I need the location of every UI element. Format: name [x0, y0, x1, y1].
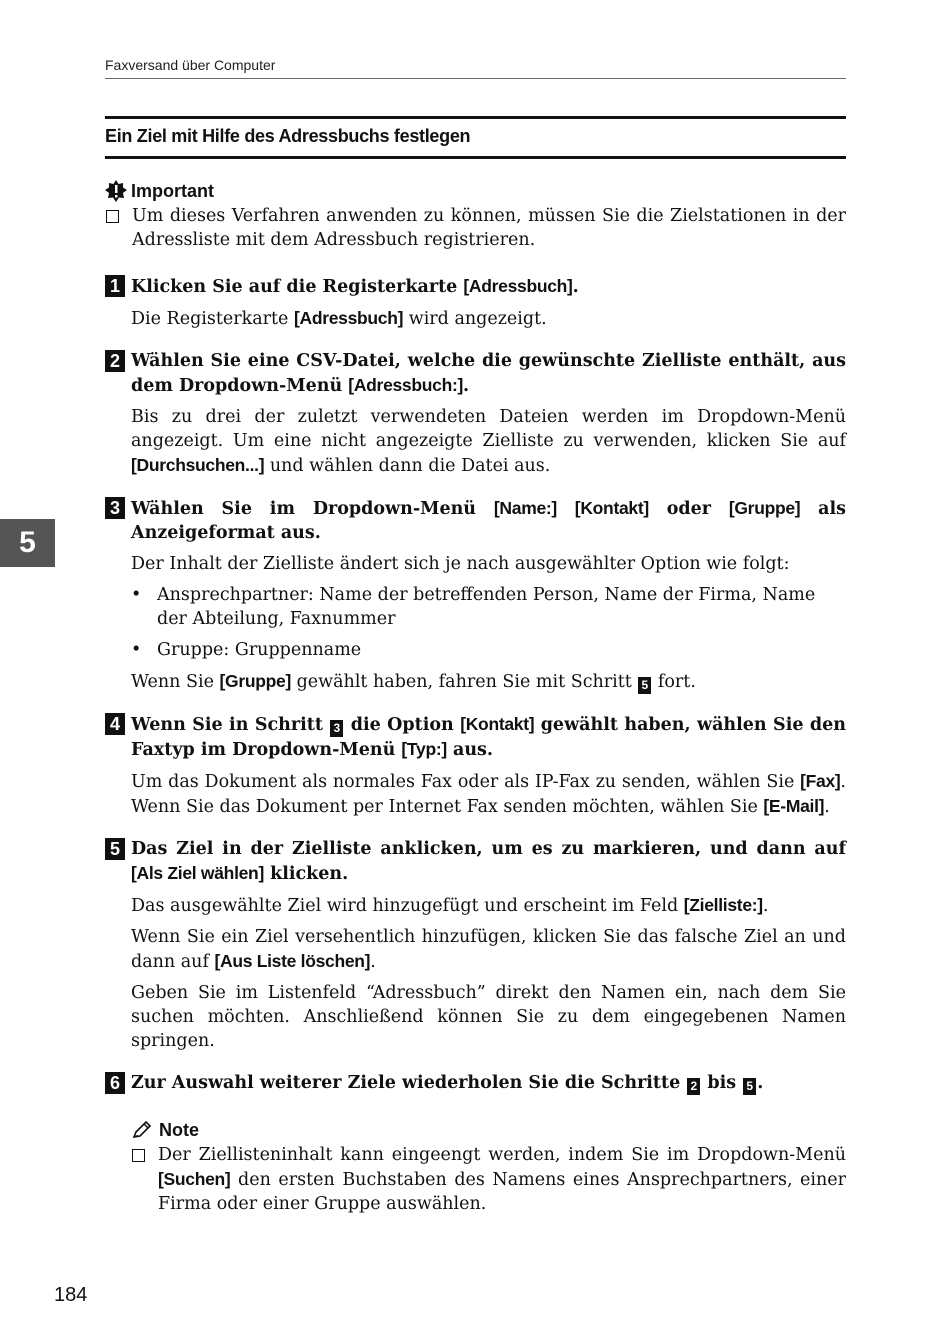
text-run: Wenn Sie — [131, 672, 220, 692]
text-run: . — [572, 277, 579, 297]
text-run: Klicken Sie auf die Registerkarte — [131, 277, 464, 297]
ui-keyword: [Typ:] — [401, 739, 447, 759]
step-1 — [105, 274, 846, 331]
step-title — [131, 349, 846, 398]
important-heading — [105, 178, 846, 204]
ui-keyword: [Durchsuchen...] — [131, 455, 265, 475]
section-rule-bottom — [105, 156, 846, 159]
note-item — [131, 1143, 846, 1216]
content — [105, 178, 846, 1216]
important-block — [105, 178, 846, 252]
page-number: 184 — [54, 1284, 88, 1306]
step-text: Geben Sie im Listenfeld “Adressbuch” direkt den Namen ein, nach dem Sie suchen möchten. Anschließend können Sie zu dem eingegebenen Namen springen. — [131, 983, 846, 1051]
step-text — [131, 669, 846, 694]
ui-keyword: [E-Mail] — [763, 796, 825, 816]
ui-keyword: [Zielliste:] — [683, 895, 763, 915]
step-5 — [105, 837, 846, 1053]
list-item — [131, 638, 846, 662]
checkbox-icon — [106, 210, 119, 223]
text-run: klicken. — [263, 864, 349, 884]
step-ref: 5 — [743, 1078, 756, 1095]
text-run: . — [824, 797, 830, 817]
step-number: 5 — [105, 838, 125, 860]
section-title: Ein Ziel mit Hilfe des Adressbuchs festlegen — [105, 126, 471, 146]
step-title — [131, 837, 846, 886]
chapter-tab: 5 — [0, 519, 55, 567]
ui-keyword: [Name:] — [493, 498, 557, 518]
bullet-icon: • — [131, 640, 142, 660]
step-ref: 3 — [330, 720, 343, 737]
step-ref: 5 — [638, 677, 651, 694]
step-text — [131, 925, 846, 974]
step-number: 6 — [105, 1072, 125, 1094]
text-run: . — [762, 896, 769, 916]
step-title — [131, 496, 846, 545]
text-run: . Wenn Sie das Dokument per Internet Fax senden möchten, wählen Sie — [131, 772, 846, 817]
text-run: Wählen Sie eine CSV-Datei, welche die gewünschte Zielliste enthält, aus dem Dropdown-Menü — [131, 351, 846, 396]
important-icon — [105, 180, 127, 202]
ui-keyword: [Aus Liste löschen] — [214, 951, 371, 971]
list-item — [131, 583, 846, 631]
step-ref: 2 — [687, 1078, 700, 1095]
text-run: . — [463, 376, 470, 396]
step-number: 1 — [105, 275, 125, 297]
text-run: Bis zu drei der zuletzt verwendeten Dateien werden im Dropdown-Menü angezeigt. Um eine nicht angezeigte Zielliste zu verwenden, klicken Sie auf — [131, 407, 846, 451]
text-run: Das Ziel in der Zielliste anklicken, um es zu markieren, und dann auf — [131, 839, 846, 859]
ui-keyword: [Adressbuch:] — [348, 375, 464, 395]
pencil-icon — [131, 1121, 153, 1139]
step-text — [131, 769, 846, 819]
ui-keyword: [Adressbuch] — [463, 276, 573, 296]
note-item-text — [158, 1143, 846, 1216]
text-run: und wählen dann die Datei aus. — [264, 456, 551, 476]
text-run: gewählt haben, wählen Sie den Faxtyp im Dropdown-Menü — [131, 715, 846, 760]
text-run: die Option — [344, 715, 461, 735]
ui-keyword: [Fax] — [800, 771, 841, 791]
step-2 — [105, 349, 846, 478]
list-item-text: Gruppe: Gruppenname — [157, 640, 362, 660]
text-run: Wenn Sie in Schritt — [131, 715, 330, 735]
text-run: gewählt haben, fahren Sie mit Schritt — [291, 672, 638, 692]
step-title — [131, 712, 846, 762]
step-text — [131, 893, 846, 918]
text-run: Der Ziellisteninhalt kann eingeengt werden, indem Sie im Dropdown-Menü — [158, 1145, 846, 1165]
step-4 — [105, 712, 846, 819]
checkbox-icon — [132, 1149, 145, 1162]
step-number: 3 — [105, 497, 125, 519]
text-run: fort. — [652, 672, 696, 692]
important-heading-label: Important — [131, 180, 214, 201]
text-run: . — [370, 952, 376, 972]
section-rule-top — [105, 116, 846, 119]
text-run: Die Registerkarte — [131, 309, 294, 329]
list-item-text: Ansprechpartner: Name der betreffenden Person, Name der Firma, Name der Abteilung, Faxnummer — [157, 585, 816, 629]
text-run: als Anzeigeformat aus. — [131, 499, 847, 543]
bullet-icon: • — [131, 585, 142, 605]
step-3 — [105, 496, 846, 694]
step-text: Der Inhalt der Zielliste ändert sich je nach ausgewählter Option wie folgt: — [131, 554, 790, 574]
text-run: den ersten Buchstaben des Namens eines Ansprechpartners, einer Firma oder einer Gruppe auswählen. — [158, 1170, 846, 1214]
step-title — [131, 1071, 846, 1095]
text-run: Um das Dokument als normales Fax oder als IP-Fax zu senden, wählen Sie — [131, 772, 801, 792]
header-rule — [105, 78, 846, 79]
ui-keyword: [Kontakt] — [460, 714, 535, 734]
step-6 — [105, 1071, 846, 1216]
text-run: Zur Auswahl weiterer Ziele wiederholen Sie die Schritte — [131, 1073, 687, 1093]
step-number: 4 — [105, 713, 125, 735]
ui-keyword: [Kontakt] — [574, 498, 649, 518]
note-heading-label: Note — [159, 1119, 199, 1140]
text-run: wird angezeigt. — [403, 309, 547, 329]
text-run: bis — [701, 1073, 743, 1093]
text-run: Das ausgewählte Ziel wird hinzugefügt und erscheint im Feld — [131, 896, 684, 916]
step-text — [131, 306, 846, 331]
step-title — [131, 274, 846, 299]
running-header: Faxversand über Computer — [105, 57, 276, 73]
important-item — [105, 204, 846, 252]
ui-keyword: [Gruppe] — [219, 671, 292, 691]
text-run: . — [757, 1073, 764, 1093]
ui-keyword: [Adressbuch] — [293, 308, 404, 328]
ui-keyword: [Als Ziel wählen] — [131, 863, 264, 883]
note-heading — [131, 1117, 846, 1143]
text-run: Wenn Sie ein Ziel versehentlich hinzufügen, klicken Sie das falsche Ziel an und dann auf — [131, 927, 846, 972]
step-text — [131, 405, 846, 478]
note-block — [131, 1117, 846, 1216]
ui-keyword: [Suchen] — [158, 1169, 231, 1189]
important-item-text: Um dieses Verfahren anwenden zu können, müssen Sie die Zielstationen in der Adressliste mit dem Adressbuch registrieren. — [132, 206, 846, 250]
step-number: 2 — [105, 350, 125, 372]
text-run: oder — [648, 499, 729, 519]
text-run: Wählen Sie im Dropdown-Menü — [131, 499, 494, 519]
text-run: aus. — [446, 740, 493, 760]
ui-keyword: [Gruppe] — [728, 498, 801, 518]
